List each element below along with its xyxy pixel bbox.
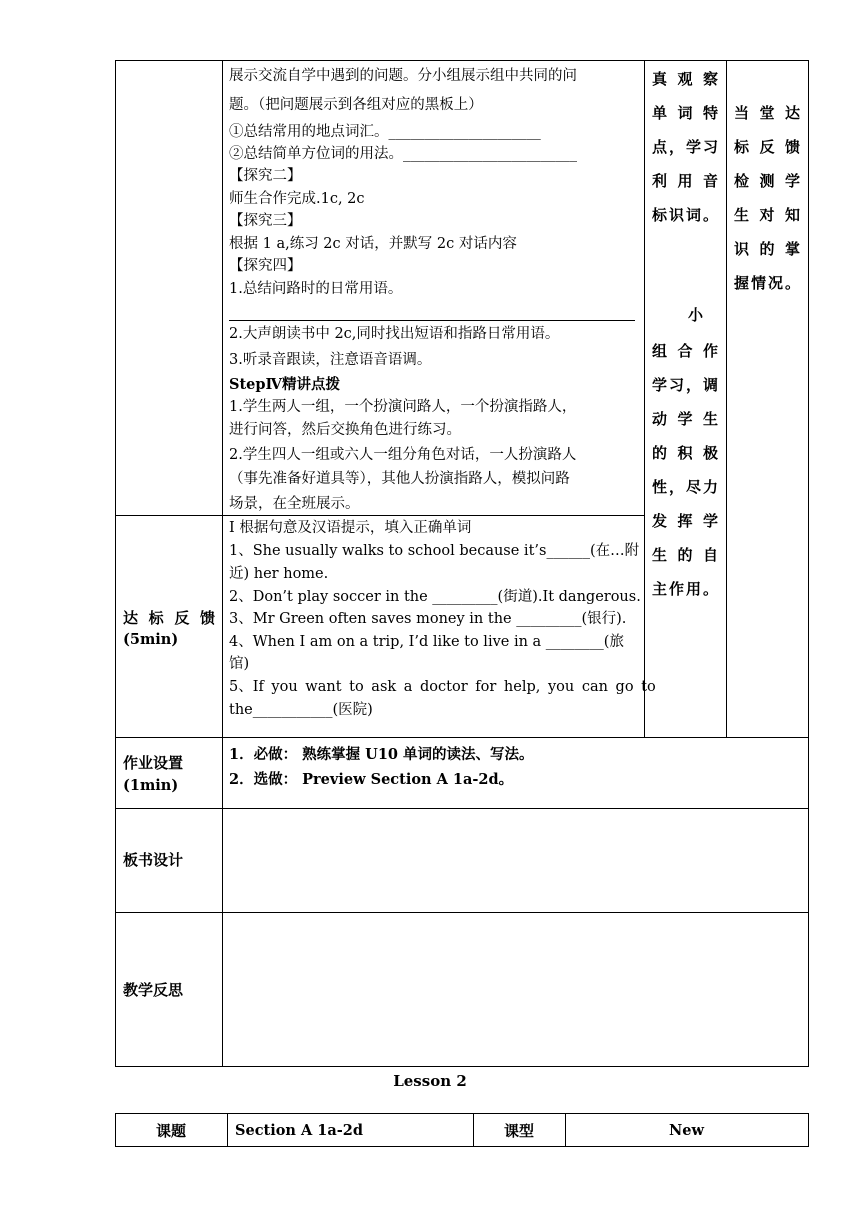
content-line: 3.听录音跟读，注意语音语调。 <box>229 352 432 368</box>
answer-blank-line <box>229 320 635 321</box>
content-line: 1.总结问路时的日常用语。 <box>229 281 403 297</box>
purpose-text: 生 对 知 <box>734 206 800 224</box>
method-text: 发 挥 学 <box>652 512 718 530</box>
type-value: New <box>669 1122 704 1139</box>
row-divider-feedback <box>115 515 644 516</box>
content-line: 2.学生四人一组或六人一组分角色对话，一人扮演路人 <box>229 447 577 463</box>
content-line: （事先准备好道具等），其他人扮演指路人，模拟问路 <box>229 471 570 487</box>
content-line: 进行问答，然后交换角色进行练习。 <box>229 422 461 438</box>
method-text: 标识词。 <box>652 206 718 224</box>
method-text: 组 合 作 <box>652 342 718 360</box>
content-line: 2.大声朗读书中 2c,同时找出短语和指路日常用语。 <box>229 326 560 342</box>
content-line: 展示交流自学中遇到的问题。分小组展示组中共同的问 <box>229 68 577 84</box>
method-text: 的 积 极 <box>652 444 718 462</box>
purpose-text: 当 堂 达 <box>734 104 800 122</box>
feedback-label: 达 标 反 馈 <box>123 609 215 627</box>
feedback-time: (5min) <box>123 631 179 648</box>
content-line: 1.学生两人一组，一个扮演问路人，一个扮演指路人， <box>229 399 577 415</box>
method-text: 小 <box>688 306 704 324</box>
topic-value: Section A 1a-2d <box>235 1122 364 1139</box>
feedback-line: 馆) <box>229 656 250 672</box>
feedback-line: I 根据句意及汉语提示，填入正确单词 <box>229 520 472 536</box>
content-line: 场景，在全班展示。 <box>229 496 360 512</box>
feedback-line: 5、If you want to ask a doctor for help, you can go to <box>229 679 656 695</box>
feedback-line: 4、When I am on a trip, I’d like to live in a ________(旅 <box>229 634 624 650</box>
method-text: 动 学 生 <box>652 410 718 428</box>
purpose-column <box>734 96 800 300</box>
purpose-text: 握情况。 <box>734 274 800 292</box>
content-line: 师生合作完成.1c, 2c <box>229 191 365 207</box>
homework-label: 作业设置 <box>123 754 184 772</box>
content-line: 【探究二】 <box>229 168 302 184</box>
table-border-top <box>115 60 809 61</box>
row-divider-board <box>115 808 809 809</box>
type-label: 课型 <box>503 1122 534 1140</box>
content-line: 根据 1 a,练习 2c 对话，并默写 2c 对话内容 <box>229 236 517 252</box>
table-border-right <box>808 60 809 1067</box>
col-divider-2 <box>644 60 645 738</box>
col-divider-1 <box>222 60 223 1067</box>
topic-label: 课题 <box>155 1122 186 1140</box>
method-text: 生 的 自 <box>652 546 718 564</box>
header-table-bottom <box>115 1146 809 1147</box>
method-text: 主作用。 <box>652 580 718 598</box>
method-column-group1 <box>652 62 718 232</box>
board-design-label: 板书设计 <box>123 851 184 869</box>
method-text: 单 词 特 <box>652 104 718 122</box>
purpose-text: 标 反 馈 <box>734 138 800 156</box>
content-line: 【探究四】 <box>229 258 302 274</box>
table-border-bottom <box>115 1066 809 1067</box>
header-table-right <box>808 1113 809 1147</box>
content-line: ①总结常用的地点词汇。_____________________ <box>229 124 541 140</box>
feedback-line: 2、Don’t play soccer in the _________(街道).It dangerous. <box>229 589 641 605</box>
lesson-title: Lesson 2 <box>393 1072 467 1090</box>
feedback-line: 3、Mr Green often saves money in the _________(银行). <box>229 611 627 627</box>
method-text: 点，学习 <box>652 138 718 156</box>
purpose-text: 识 的 掌 <box>734 240 800 258</box>
method-text: 学习，调 <box>652 376 718 394</box>
table-border-left <box>115 60 116 1067</box>
homework-item: 2．选做： Preview Section A 1a-2d。 <box>229 771 514 788</box>
method-column-group2 <box>652 334 718 606</box>
method-text: 真 观 察 <box>652 70 718 88</box>
header-table-top <box>115 1113 809 1114</box>
content-line: ②总结简单方位词的用法。________________________ <box>229 146 577 162</box>
step-heading: StepⅣ精讲点拨 <box>229 376 340 393</box>
method-text: 性，尽力 <box>652 478 718 496</box>
header-col-divider-1 <box>227 1113 228 1147</box>
feedback-line: 1、She usually walks to school because it’s______(在…附 <box>229 543 640 559</box>
homework-time: (1min) <box>123 777 179 794</box>
feedback-line: the___________(医院) <box>229 702 373 718</box>
content-line: 题。（把问题展示到各组对应的黑板上） <box>229 97 483 113</box>
homework-item: 1．必做： 熟练掌握 U10 单词的读法、写法。 <box>229 746 534 763</box>
content-line: 【探究三】 <box>229 213 302 229</box>
purpose-text: 检 测 学 <box>734 172 800 190</box>
row-divider-homework <box>115 737 809 738</box>
reflection-label: 教学反思 <box>123 981 184 999</box>
col-divider-3 <box>726 60 727 738</box>
feedback-line: 近) her home. <box>229 566 329 582</box>
row-divider-reflection <box>115 912 809 913</box>
method-text: 利 用 音 <box>652 172 718 190</box>
